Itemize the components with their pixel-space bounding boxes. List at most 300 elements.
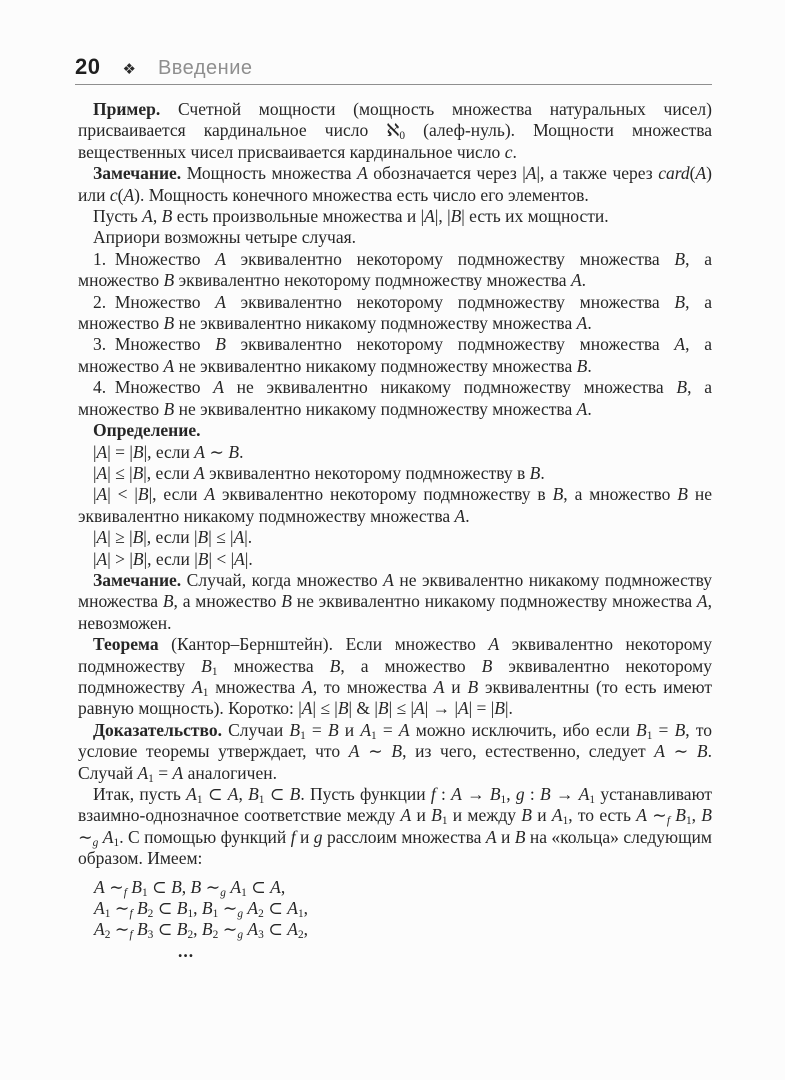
- paragraph: [78, 420, 712, 441]
- text-segment: A: [234, 548, 245, 569]
- text-segment: , а множество: [78, 377, 712, 419]
- text-segment: A: [96, 527, 108, 548]
- text-segment: B: [676, 377, 688, 398]
- text-segment: Теорема: [93, 634, 159, 655]
- text-segment: , а множество: [563, 484, 678, 505]
- paragraph: [78, 634, 712, 720]
- paragraph: [78, 292, 712, 335]
- text-segment: B: [201, 655, 212, 676]
- text-segment: и: [531, 805, 552, 826]
- text-segment: A: [94, 876, 105, 897]
- text-segment: A: [287, 919, 298, 940]
- text-segment: Случай, когда множество: [181, 569, 384, 590]
- text-segment: .: [581, 270, 587, 291]
- text-segment: ⊂: [153, 919, 177, 940]
- text-segment: ∼: [359, 741, 392, 762]
- text-segment: ⊂: [147, 876, 172, 897]
- text-segment: B: [377, 698, 389, 719]
- paragraph: [78, 784, 712, 870]
- text-segment: A: [551, 805, 563, 826]
- text-segment: A: [400, 805, 412, 826]
- text-segment: | = |: [107, 441, 133, 462]
- text-segment: B: [132, 462, 144, 483]
- text-segment: A: [227, 784, 239, 804]
- text-segment: не эквивалентно никакому подмножеству множества: [174, 313, 577, 334]
- text-segment: ,: [238, 784, 249, 804]
- text-segment: A: [301, 698, 313, 719]
- text-segment: , а множество: [173, 591, 282, 612]
- text-segment: A: [576, 398, 588, 419]
- text-segment: B: [327, 719, 339, 740]
- text-segment: эквивалентно некоторому подмножеству: [78, 655, 712, 697]
- text-segment: | > |: [107, 548, 133, 569]
- text-segment: 1: [187, 908, 194, 921]
- page-number: 20: [75, 54, 101, 79]
- text-segment: | < |: [208, 548, 235, 569]
- running-header: [75, 54, 712, 85]
- text-segment: B: [161, 206, 173, 227]
- text-segment: ∼: [110, 919, 130, 940]
- text-segment: 1: [141, 886, 148, 899]
- text-segment: A: [674, 334, 686, 355]
- paragraph: [78, 484, 712, 527]
- text-segment: | = |: [468, 698, 495, 719]
- text-segment: 1: [104, 908, 111, 921]
- text-segment: →: [550, 784, 579, 804]
- text-segment: ,: [152, 206, 162, 227]
- paragraph: [78, 334, 712, 377]
- text-segment: , а множество: [340, 655, 482, 676]
- text-segment: Счетной мощности (мощность множества натуральных чисел) присваивается кардинальное число: [78, 99, 712, 141]
- text-segment: ∼: [204, 441, 229, 462]
- text-segment: :: [435, 784, 452, 804]
- text-segment: и: [496, 826, 515, 847]
- text-segment: c: [109, 184, 118, 205]
- text-segment: A: [233, 527, 245, 548]
- text-segment: 3: [258, 929, 264, 942]
- text-segment: ∼: [104, 876, 124, 897]
- paragraph: [78, 570, 712, 634]
- text-segment: 1: [589, 794, 596, 807]
- text-segment: B: [521, 805, 532, 826]
- paragraph: [78, 99, 712, 163]
- text-segment: f: [129, 908, 133, 921]
- text-segment: A: [102, 826, 114, 847]
- text-segment: A: [696, 591, 708, 612]
- text-segment: 0: [399, 130, 406, 143]
- text-segment: устанавливают взаимно-однозначное соответствие между: [78, 784, 713, 826]
- text-segment: =: [305, 719, 328, 740]
- text-segment: B: [481, 655, 493, 676]
- text-segment: |, если |: [143, 548, 198, 569]
- text-segment: , то есть: [568, 805, 637, 826]
- page-body: [78, 99, 712, 962]
- text-segment: A: [247, 898, 259, 919]
- text-segment: |: [93, 462, 97, 483]
- text-segment: B: [248, 784, 259, 804]
- text-segment: Замечание.: [93, 569, 182, 590]
- text-segment: 1: [297, 908, 304, 921]
- text-segment: и между: [447, 805, 522, 826]
- text-segment: можно исключить, ибо если: [409, 719, 637, 740]
- paragraph: [78, 720, 712, 784]
- text-segment: ,: [506, 784, 516, 804]
- text-segment: g: [220, 886, 226, 899]
- text-segment: g: [515, 784, 525, 804]
- text-segment: ) или: [78, 163, 712, 205]
- text-segment: B: [132, 527, 144, 548]
- text-segment: ). Мощность конечного множества есть число его элементов.: [134, 184, 589, 205]
- paragraph: [78, 463, 712, 484]
- text-segment: g: [313, 826, 323, 847]
- text-segment: B: [163, 398, 175, 419]
- text-segment: 2: [147, 908, 154, 921]
- text-segment: не эквивалентно никакому подмножеству множества: [174, 355, 577, 376]
- text-segment: B: [674, 248, 686, 269]
- text-segment: 1: [148, 772, 154, 785]
- text-segment: Определение.: [93, 420, 201, 441]
- text-segment: не эквивалентно никакому подмножеству множества: [78, 484, 712, 526]
- text-segment: 2: [297, 929, 304, 942]
- text-segment: ,: [303, 919, 308, 940]
- text-segment: эквивалентно некоторому подмножеству в: [204, 462, 530, 483]
- text-segment: A: [576, 313, 588, 334]
- text-segment: A: [172, 762, 184, 783]
- text-segment: B: [674, 291, 686, 312]
- text-segment: 1: [211, 665, 218, 678]
- text-segment: A: [191, 676, 203, 697]
- text-segment: ⊂: [263, 919, 288, 940]
- text-segment: B: [162, 591, 174, 612]
- text-segment: | & |: [348, 698, 378, 719]
- text-segment: Априори возможны четыре случая.: [93, 227, 357, 248]
- text-segment: B: [514, 826, 526, 847]
- text-segment: A: [96, 462, 108, 483]
- text-segment: , то множества: [312, 676, 434, 697]
- text-segment: 2: [212, 929, 219, 942]
- text-segment: |.: [505, 698, 513, 719]
- text-segment: 2. Множество: [93, 291, 216, 312]
- text-segment: B: [552, 484, 564, 505]
- text-segment: ℵ: [386, 120, 400, 141]
- text-segment: A: [96, 484, 108, 505]
- text-segment: A: [163, 355, 175, 376]
- paragraph: [78, 227, 712, 248]
- text-segment: B: [201, 919, 213, 940]
- text-segment: A: [457, 698, 469, 719]
- text-segment: . Пусть функции: [300, 784, 431, 804]
- paragraph: [78, 249, 712, 292]
- text-segment: 1: [441, 815, 448, 828]
- text-segment: 1: [113, 836, 120, 849]
- text-segment: Мощность множества: [181, 163, 358, 184]
- text-segment: B: [337, 698, 349, 719]
- text-segment: Итак, пусть: [93, 784, 187, 804]
- text-segment: ,: [193, 898, 202, 919]
- text-segment: 1: [300, 729, 306, 742]
- text-segment: и: [295, 826, 314, 847]
- text-segment: B: [696, 741, 708, 762]
- text-segment: .: [587, 398, 592, 419]
- text-segment: A: [247, 919, 259, 940]
- text-segment: B: [176, 898, 188, 919]
- text-segment: A: [94, 898, 105, 919]
- text-segment: , а множество: [78, 291, 712, 334]
- text-segment: |.: [244, 527, 253, 548]
- text-segment: g: [237, 929, 244, 942]
- paragraph: [78, 527, 712, 548]
- text-segment: 1: [196, 794, 203, 807]
- text-segment: B: [636, 719, 647, 740]
- text-segment: A: [270, 876, 281, 897]
- text-segment: (алеф-нуль). Мощности множества вещественных чисел присваивается кардинальное число: [78, 120, 712, 162]
- text-segment: ,: [303, 898, 308, 919]
- text-segment: B: [132, 441, 144, 462]
- text-segment: 1: [241, 886, 247, 899]
- text-segment: | ≤ |: [312, 698, 338, 719]
- text-segment: ∼: [218, 919, 238, 940]
- text-segment: .: [540, 462, 545, 483]
- text-segment: |, если |: [143, 527, 198, 548]
- text-segment: B: [137, 484, 149, 505]
- text-segment: B: [391, 741, 403, 762]
- text-segment: A: [348, 741, 360, 762]
- text-segment: ,: [181, 876, 191, 897]
- text-segment: ,: [280, 876, 286, 897]
- text-segment: 1: [202, 687, 209, 700]
- text-segment: g: [92, 836, 99, 849]
- text-segment: . Случай: [78, 741, 712, 783]
- text-segment: на «кольца» следующим образом. Имеем:: [78, 826, 712, 869]
- text-segment: f: [129, 929, 133, 942]
- text-segment: не эквивалентно никакому подмножеству множества: [291, 591, 697, 612]
- text-segment: ∼: [78, 826, 93, 847]
- text-segment: g: [237, 908, 244, 921]
- text-segment: B: [163, 270, 175, 291]
- text-segment: =: [153, 762, 173, 783]
- text-segment: эквивалентно некоторому подмножеству множества: [225, 248, 675, 269]
- text-segment: | ≤ |: [107, 462, 133, 483]
- text-segment: эквивалентно некоторому подмножеству множества: [225, 334, 675, 355]
- text-segment: не эквивалентно никакому подмножеству множества: [223, 377, 677, 398]
- text-segment: B: [329, 655, 341, 676]
- text-segment: Доказательство.: [93, 719, 222, 740]
- text-segment: A: [485, 826, 497, 847]
- text-segment: A: [96, 441, 108, 462]
- text-segment: , из чего, естественно, следует: [402, 741, 655, 762]
- text-segment: |: [93, 441, 97, 462]
- equation-line: [94, 877, 712, 898]
- text-segment: (: [117, 184, 124, 205]
- text-segment: A: [424, 206, 435, 227]
- text-segment: B: [163, 313, 175, 334]
- text-segment: B: [289, 784, 301, 804]
- text-segment: Пусть: [93, 206, 143, 227]
- text-segment: A: [398, 719, 410, 740]
- text-segment: ∼: [218, 898, 238, 919]
- ellipsis-line: [178, 941, 712, 962]
- text-segment: B: [576, 355, 588, 376]
- text-segment: 1: [646, 729, 653, 742]
- text-segment: .: [512, 141, 517, 162]
- text-segment: 3. Множество: [93, 334, 216, 355]
- paragraph: [78, 377, 712, 420]
- text-segment: B: [675, 805, 686, 826]
- text-segment: | ≥ |: [107, 527, 133, 548]
- text-segment: A: [636, 805, 647, 826]
- text-segment: расслоим множества: [322, 826, 486, 847]
- text-segment: f: [666, 815, 670, 828]
- paragraph: [78, 549, 712, 570]
- text-segment: ,: [691, 805, 702, 826]
- text-segment: Случаи: [221, 719, 290, 740]
- text-segment: A: [433, 676, 445, 697]
- text-segment: |.: [244, 548, 253, 569]
- text-segment: |, а также через: [536, 163, 659, 184]
- text-segment: , а множество: [78, 334, 712, 376]
- text-segment: | < |: [107, 484, 138, 505]
- text-segment: , а множество: [78, 248, 712, 291]
- text-segment: A: [213, 377, 224, 398]
- text-segment: 1: [258, 794, 265, 807]
- text-segment: A: [695, 163, 707, 184]
- text-segment: 1: [500, 794, 507, 807]
- text-segment: A: [360, 719, 372, 740]
- text-segment: B: [494, 698, 505, 719]
- text-segment: .: [587, 355, 592, 376]
- text-segment: |, если: [148, 484, 205, 505]
- text-segment: 2: [187, 929, 194, 942]
- text-segment: A: [383, 569, 394, 590]
- text-segment: , невозможен.: [78, 591, 712, 633]
- text-segment: не эквивалентно никакому подмножеству множества: [78, 569, 713, 612]
- text-segment: A: [94, 919, 105, 940]
- text-segment: .: [465, 505, 470, 526]
- text-segment: B: [281, 591, 292, 612]
- text-segment: B: [677, 484, 688, 505]
- text-segment: B: [136, 919, 148, 940]
- text-segment: B: [228, 441, 240, 462]
- text-segment: A: [194, 441, 205, 462]
- chapter-title: Введение: [157, 57, 253, 79]
- text-segment: A: [578, 784, 590, 804]
- text-segment: A: [215, 291, 226, 312]
- text-segment: B: [489, 784, 501, 804]
- paragraph: [78, 206, 712, 227]
- text-segment: A: [287, 898, 298, 919]
- text-segment: ,: [193, 919, 202, 940]
- text-segment: B: [176, 919, 188, 940]
- text-segment: A: [525, 163, 537, 184]
- text-segment: (: [689, 163, 696, 184]
- text-segment: множества: [217, 655, 330, 676]
- text-segment: не эквивалентно никакому подмножеству множества: [174, 398, 577, 419]
- text-segment: A: [488, 634, 500, 655]
- text-segment: B: [467, 676, 479, 697]
- text-segment: 2: [104, 929, 111, 942]
- text-segment: A: [142, 206, 153, 227]
- text-segment: ⊂: [153, 898, 177, 919]
- text-segment: ∼: [664, 741, 697, 762]
- text-segment: B: [540, 784, 551, 804]
- text-segment: A: [230, 876, 242, 897]
- text-segment: =: [652, 719, 675, 740]
- text-segment: ∼: [201, 876, 221, 897]
- text-segment: |, если: [143, 441, 195, 462]
- text-segment: эквивалентно некоторому подмножеству: [78, 634, 712, 676]
- text-segment: . С помощью функций: [119, 826, 291, 847]
- text-segment: | ≤ |: [388, 698, 414, 719]
- text-segment: | → |: [424, 698, 458, 719]
- text-segment: =: [376, 719, 399, 740]
- text-segment: :: [524, 784, 540, 804]
- text-segment: |, если: [143, 462, 194, 483]
- text-segment: A: [96, 548, 108, 569]
- text-segment: эквивалентно некоторому подмножеству в: [215, 484, 553, 505]
- equation-line: [94, 898, 712, 919]
- text-segment: ⊂: [264, 784, 290, 804]
- text-segment: ⊂: [202, 784, 228, 804]
- text-segment: ⊂: [263, 898, 288, 919]
- text-segment: 1. Множество: [93, 248, 216, 269]
- text-segment: c: [504, 141, 513, 162]
- text-segment: B: [431, 805, 442, 826]
- text-segment: 1: [212, 908, 219, 921]
- text-segment: |, |: [434, 206, 451, 227]
- text-segment: A: [215, 248, 226, 269]
- text-segment: card: [658, 163, 690, 184]
- text-segment: A: [451, 784, 462, 804]
- text-segment: (Кантор–Бернштейн). Если множество: [158, 634, 489, 655]
- text-segment: ⊂: [246, 876, 271, 897]
- text-segment: множества: [208, 676, 303, 697]
- text-segment: A: [137, 762, 149, 783]
- text-segment: эквивалентны (то есть имеют равную мощность). Коротко: |: [78, 676, 712, 719]
- text-segment: ...: [178, 940, 195, 961]
- text-segment: B: [674, 719, 686, 740]
- text-segment: | ≤ |: [208, 527, 234, 548]
- text-segment: A: [654, 741, 665, 762]
- text-segment: A: [186, 784, 197, 804]
- text-segment: A: [204, 484, 216, 505]
- text-segment: 3: [147, 929, 154, 942]
- text-segment: B: [529, 462, 541, 483]
- text-segment: ∼: [646, 805, 667, 826]
- text-segment: 1: [562, 815, 569, 828]
- text-segment: B: [201, 898, 213, 919]
- text-segment: |: [93, 527, 97, 548]
- text-segment: B: [190, 876, 202, 897]
- text-segment: эквивалентно некоторому подмножеству множества: [174, 270, 571, 291]
- text-segment: A: [194, 462, 205, 483]
- text-segment: 1: [685, 815, 692, 828]
- text-segment: B: [701, 805, 712, 826]
- text-segment: f: [290, 826, 296, 847]
- four-diamonds-icon: ❖: [122, 60, 136, 78]
- text-segment: и: [444, 676, 468, 697]
- text-segment: ∼: [110, 898, 130, 919]
- text-segment: A: [302, 676, 313, 697]
- text-segment: Замечание.: [93, 163, 182, 184]
- text-segment: f: [123, 886, 127, 899]
- text-segment: B: [171, 876, 182, 897]
- text-segment: B: [197, 548, 209, 569]
- text-segment: |: [93, 484, 97, 505]
- text-segment: эквивалентно некоторому подмножеству множества: [225, 291, 675, 312]
- text-segment: B: [132, 548, 144, 569]
- text-segment: обозначается через |: [367, 163, 526, 184]
- text-segment: B: [136, 898, 148, 919]
